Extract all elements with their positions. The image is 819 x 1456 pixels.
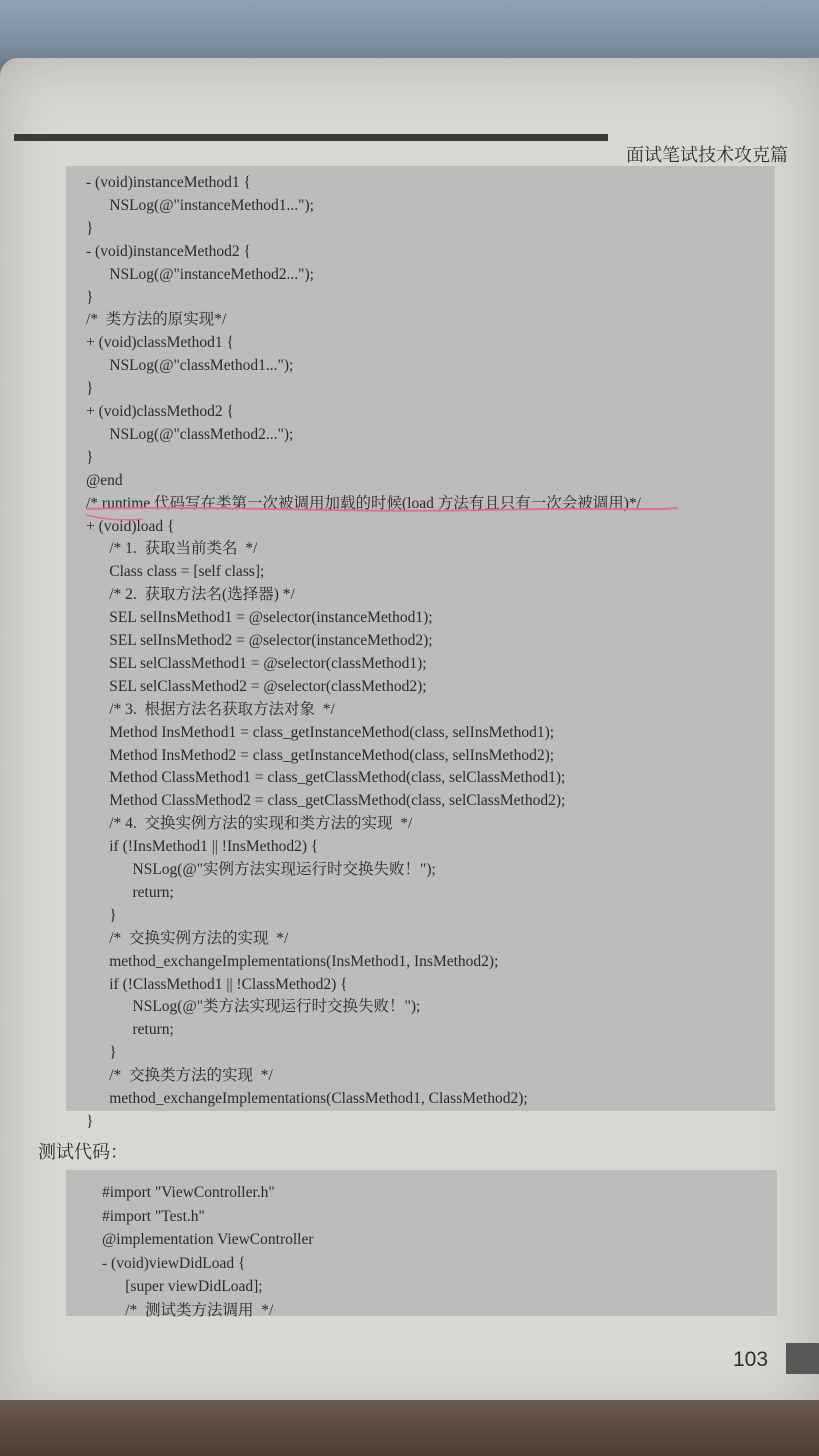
code-line: [super viewDidLoad]; (102, 1278, 263, 1296)
running-header-title: 面试笔试技术攻克篇 (626, 145, 788, 166)
code-line: SEL selClassMethod2 = @selector(classMethod2); (86, 677, 427, 695)
code-line: } (86, 906, 117, 924)
code-line: NSLog(@"instanceMethod2..."); (86, 265, 314, 283)
code-line: #import "ViewController.h" (102, 1184, 275, 1201)
code-line: + (void)classMethod2 { (86, 403, 234, 420)
code-line: /* 类方法的原实现*/ (86, 311, 227, 329)
header-rule (14, 134, 608, 141)
code-line: Method InsMethod2 = class_getInstanceMethod(class, selInsMethod2); (86, 746, 555, 764)
pink-pen-underline (82, 503, 682, 523)
code-line: SEL selInsMethod1 = @selector(instanceMethod1); (86, 609, 433, 627)
page-number-tab (786, 1343, 819, 1374)
code-line: method_exchangeImplementations(ClassMethod1, ClassMethod2); (86, 1090, 528, 1107)
code-line: Method InsMethod1 = class_getInstanceMethod(class, selInsMethod1); (86, 723, 555, 741)
code-line: SEL selClassMethod1 = @selector(classMethod1); (86, 654, 427, 672)
code-line: Class class = [self class]; (86, 563, 265, 581)
code-line: NSLog(@"instanceMethod1..."); (86, 196, 314, 214)
code-line: /* 4. 交换实例方法的实现和类方法的实现 */ (86, 815, 413, 833)
code-line: return; (86, 1021, 174, 1039)
code-line: /* 交换实例方法的实现 */ (86, 929, 289, 947)
section-label-test-code: 测试代码： (38, 1142, 128, 1163)
code-line: @end (86, 471, 123, 489)
code-line: @implementation ViewController (102, 1231, 314, 1249)
code-line: /* 1. 获取当前类名 */ (86, 540, 258, 558)
code-line: /* 2. 获取方法名(选择器) */ (86, 586, 295, 604)
code-line: Method ClassMethod2 = class_getClassMethod(class, selClassMethod2); (86, 792, 566, 810)
code-line: + (void)classMethod1 { (86, 334, 234, 352)
code-line: method_exchangeImplementations(InsMethod1, InsMethod2); (86, 952, 499, 970)
page-number: 103 (733, 1348, 769, 1371)
code-line: } (86, 1044, 117, 1062)
code-line: Method ClassMethod1 = class_getClassMethod(class, selClassMethod1); (86, 769, 566, 787)
code-line: } (86, 288, 94, 306)
code-line: - (void)instanceMethod1 { (86, 174, 251, 191)
code-line: } (86, 380, 94, 398)
code-line: NSLog(@"类方法实现运行时交换失败！"); (86, 998, 421, 1016)
code-line: /* 3. 根据方法名获取方法对象 */ (86, 700, 335, 718)
code-line: NSLog(@"实例方法实现运行时交换失败！"); (86, 861, 436, 878)
code-line: } (86, 219, 94, 237)
code-line: if (!ClassMethod1 || !ClassMethod2) { (86, 975, 348, 993)
code-line: SEL selInsMethod2 = @selector(instanceMethod2); (86, 632, 433, 649)
code-line: return; (86, 883, 174, 901)
code-line: NSLog(@"classMethod2..."); (86, 425, 294, 443)
code-line: } (86, 1112, 94, 1130)
code-line: /* 测试类方法调用 */ (102, 1302, 274, 1319)
code-line: - (void)viewDidLoad { (102, 1254, 246, 1272)
code-line: /* runtime 代码写在类第一次被调用加载的时候(load 方法有且只有一次会被调用)*/ (86, 494, 641, 512)
code-line: #import "Test.h" (102, 1207, 205, 1225)
code-line: NSLog(@"classMethod1..."); (86, 357, 294, 375)
code-line: + (void)load { (86, 517, 175, 535)
background-bottom (0, 1400, 819, 1456)
code-line: /* 交换类方法的实现 */ (86, 1067, 273, 1085)
code-line: if (!InsMethod1 || !InsMethod2) { (86, 838, 319, 856)
code-line: } (86, 448, 94, 466)
code-line: - (void)instanceMethod2 { (86, 242, 251, 260)
